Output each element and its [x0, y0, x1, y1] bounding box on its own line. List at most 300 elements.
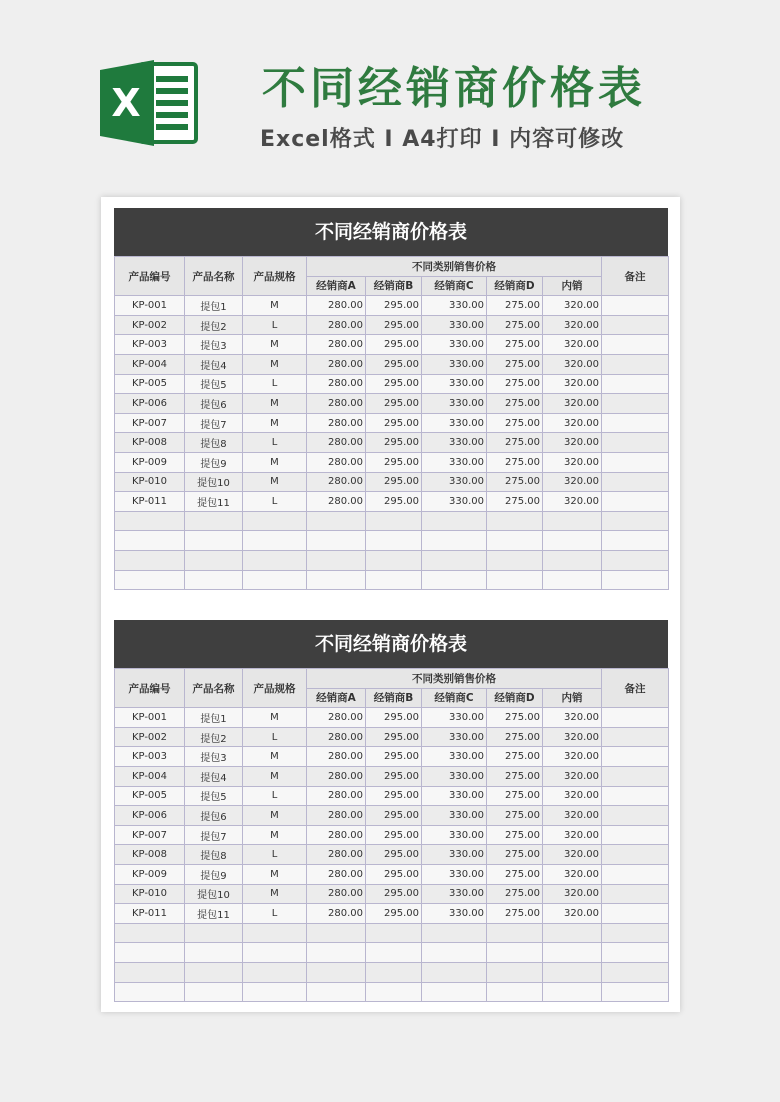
table-cell: 320.00: [543, 492, 602, 512]
table-cell: 280.00: [307, 864, 366, 884]
table-cell: 提包1: [185, 708, 243, 728]
table-cell: [243, 511, 307, 531]
table-cell: 295.00: [366, 374, 422, 394]
table-cell: 295.00: [366, 766, 422, 786]
table-cell: M: [243, 354, 307, 374]
table-cell: 提包11: [185, 904, 243, 924]
table-cell: 330.00: [422, 864, 487, 884]
table-cell: [115, 943, 185, 963]
column-header-spec: 产品规格: [243, 669, 307, 708]
table-cell: [602, 354, 669, 374]
table-cell: 280.00: [307, 472, 366, 492]
column-header-price-group: 不同类别销售价格: [307, 669, 602, 689]
table-cell: 320.00: [543, 472, 602, 492]
table-cell: 提包7: [185, 825, 243, 845]
table-cell: [115, 570, 185, 590]
column-header-price: 经销商A: [307, 688, 366, 708]
table-cell: [602, 982, 669, 1002]
table-cell: 330.00: [422, 452, 487, 472]
table-cell: [487, 943, 543, 963]
table-cell: 320.00: [543, 413, 602, 433]
table-cell: [602, 296, 669, 316]
table-cell: 320.00: [543, 747, 602, 767]
table-cell: L: [243, 904, 307, 924]
table-row: [115, 433, 669, 453]
table-cell: 320.00: [543, 335, 602, 355]
table-cell: [602, 747, 669, 767]
table-cell: 275.00: [487, 296, 543, 316]
price-sheet: [114, 620, 668, 1002]
table-cell: 330.00: [422, 845, 487, 865]
table-cell: [487, 982, 543, 1002]
table-cell: [307, 923, 366, 943]
table-row: [115, 806, 669, 826]
table-cell: L: [243, 845, 307, 865]
table-cell: 330.00: [422, 296, 487, 316]
table-row: [115, 296, 669, 316]
table-cell: [185, 550, 243, 570]
table-cell: KP-009: [115, 452, 185, 472]
table-cell: [307, 943, 366, 963]
table-cell: 提包6: [185, 806, 243, 826]
table-cell: 280.00: [307, 354, 366, 374]
table-cell: KP-011: [115, 904, 185, 924]
table-cell: 280.00: [307, 766, 366, 786]
table-cell: 295.00: [366, 335, 422, 355]
table-cell: [487, 923, 543, 943]
table-cell: 330.00: [422, 315, 487, 335]
table-cell: 295.00: [366, 413, 422, 433]
column-header-price: 经销商A: [307, 276, 366, 296]
table-cell: 275.00: [487, 452, 543, 472]
table-cell: 295.00: [366, 806, 422, 826]
table-row: [115, 374, 669, 394]
sheet-title: 不同经销商价格表: [114, 620, 668, 668]
price-sheet: [114, 208, 668, 590]
table-cell: 330.00: [422, 806, 487, 826]
table-cell: 275.00: [487, 335, 543, 355]
table-cell: 330.00: [422, 708, 487, 728]
table-cell: [543, 550, 602, 570]
table-cell: M: [243, 394, 307, 414]
column-header-price: 经销商D: [487, 276, 543, 296]
table-cell: [487, 962, 543, 982]
table-cell: 320.00: [543, 394, 602, 414]
table-cell: [243, 550, 307, 570]
table-cell: 280.00: [307, 335, 366, 355]
table-cell: [602, 531, 669, 551]
table-cell: 280.00: [307, 708, 366, 728]
table-cell: M: [243, 413, 307, 433]
table-cell: 280.00: [307, 394, 366, 414]
table-cell: 提包3: [185, 335, 243, 355]
table-cell: 275.00: [487, 825, 543, 845]
table-row: [115, 884, 669, 904]
table-cell: [422, 962, 487, 982]
table-cell: KP-006: [115, 806, 185, 826]
header-row: [115, 257, 669, 277]
table-cell: 320.00: [543, 296, 602, 316]
table-cell: 280.00: [307, 492, 366, 512]
table-cell: 280.00: [307, 452, 366, 472]
table-cell: 提包7: [185, 413, 243, 433]
table-cell: 295.00: [366, 315, 422, 335]
table-cell: 275.00: [487, 884, 543, 904]
table-cell: [602, 962, 669, 982]
table-cell: 提包5: [185, 786, 243, 806]
table-cell: KP-001: [115, 708, 185, 728]
table-cell: 330.00: [422, 786, 487, 806]
table-cell: L: [243, 433, 307, 453]
table-cell: 提包5: [185, 374, 243, 394]
table-cell: [602, 766, 669, 786]
table-cell: 320.00: [543, 433, 602, 453]
table-cell: [115, 962, 185, 982]
table-cell: [115, 550, 185, 570]
table-cell: [602, 943, 669, 963]
table-row: [115, 413, 669, 433]
table-cell: 275.00: [487, 864, 543, 884]
table-cell: 320.00: [543, 766, 602, 786]
table-cell: [602, 335, 669, 355]
table-cell: 320.00: [543, 806, 602, 826]
table-cell: 330.00: [422, 472, 487, 492]
table-row: [115, 570, 669, 590]
page-title: 不同经销商价格表: [262, 63, 646, 114]
table-cell: [543, 923, 602, 943]
table-cell: [243, 570, 307, 590]
table-cell: [115, 982, 185, 1002]
table-cell: [243, 531, 307, 551]
table-cell: 提包4: [185, 766, 243, 786]
table-cell: [487, 570, 543, 590]
table-cell: 295.00: [366, 864, 422, 884]
table-cell: 275.00: [487, 413, 543, 433]
table-cell: KP-008: [115, 433, 185, 453]
table-cell: 320.00: [543, 864, 602, 884]
table-cell: 330.00: [422, 413, 487, 433]
table-cell: 330.00: [422, 825, 487, 845]
column-header-note: 备注: [602, 669, 669, 708]
table-cell: L: [243, 727, 307, 747]
table-cell: [602, 806, 669, 826]
column-header-code: 产品编号: [115, 257, 185, 296]
table-cell: [487, 550, 543, 570]
table-cell: KP-005: [115, 786, 185, 806]
table-cell: 320.00: [543, 708, 602, 728]
table-cell: KP-010: [115, 472, 185, 492]
table-cell: 275.00: [487, 786, 543, 806]
table-cell: [422, 570, 487, 590]
table-row: [115, 315, 669, 335]
table-cell: [366, 923, 422, 943]
table-cell: [307, 982, 366, 1002]
table-cell: 275.00: [487, 374, 543, 394]
table-cell: 275.00: [487, 904, 543, 924]
table-cell: [185, 923, 243, 943]
table-cell: [115, 923, 185, 943]
table-cell: KP-007: [115, 413, 185, 433]
table-cell: 295.00: [366, 472, 422, 492]
table-cell: 提包3: [185, 747, 243, 767]
table-cell: L: [243, 374, 307, 394]
table-cell: 295.00: [366, 296, 422, 316]
table-cell: 330.00: [422, 766, 487, 786]
table-cell: 280.00: [307, 433, 366, 453]
table-cell: 提包2: [185, 727, 243, 747]
table-cell: 295.00: [366, 492, 422, 512]
table-cell: [243, 943, 307, 963]
table-cell: 280.00: [307, 296, 366, 316]
table-cell: L: [243, 786, 307, 806]
table-cell: 提包10: [185, 472, 243, 492]
table-cell: 295.00: [366, 786, 422, 806]
table-cell: [602, 492, 669, 512]
table-cell: L: [243, 492, 307, 512]
table-cell: 320.00: [543, 354, 602, 374]
column-header-price: 经销商B: [366, 688, 422, 708]
table-cell: M: [243, 825, 307, 845]
table-cell: M: [243, 708, 307, 728]
table-cell: [602, 452, 669, 472]
table-cell: 提包9: [185, 864, 243, 884]
table-cell: [543, 943, 602, 963]
table-cell: 330.00: [422, 374, 487, 394]
table-cell: KP-003: [115, 335, 185, 355]
table-cell: KP-002: [115, 315, 185, 335]
table-cell: [487, 531, 543, 551]
table-cell: 280.00: [307, 747, 366, 767]
table-cell: 320.00: [543, 727, 602, 747]
table-cell: [243, 923, 307, 943]
column-header-price-group: 不同类别销售价格: [307, 257, 602, 277]
table-row: [115, 825, 669, 845]
table-cell: [366, 511, 422, 531]
table-cell: [185, 511, 243, 531]
page-subtitle: Excel格式 I A4打印 I 内容可修改: [260, 127, 625, 152]
table-row: [115, 452, 669, 472]
table-cell: [307, 531, 366, 551]
table-cell: 275.00: [487, 766, 543, 786]
table-cell: [543, 962, 602, 982]
table-cell: [602, 472, 669, 492]
table-cell: 280.00: [307, 825, 366, 845]
table-cell: [602, 786, 669, 806]
table-cell: [366, 962, 422, 982]
table-row: [115, 531, 669, 551]
table-cell: [366, 982, 422, 1002]
table-cell: 280.00: [307, 374, 366, 394]
table-cell: 提包8: [185, 433, 243, 453]
table-cell: [543, 531, 602, 551]
table-cell: [185, 962, 243, 982]
table-row: [115, 550, 669, 570]
table-cell: [422, 511, 487, 531]
table-cell: 320.00: [543, 786, 602, 806]
table-cell: [307, 550, 366, 570]
table-cell: M: [243, 335, 307, 355]
table-cell: [185, 982, 243, 1002]
table-cell: 295.00: [366, 433, 422, 453]
table-cell: 275.00: [487, 727, 543, 747]
table-cell: 275.00: [487, 708, 543, 728]
price-table: [114, 668, 669, 1002]
table-cell: 280.00: [307, 806, 366, 826]
table-cell: 275.00: [487, 433, 543, 453]
table-cell: [366, 943, 422, 963]
table-cell: 320.00: [543, 374, 602, 394]
table-cell: [366, 570, 422, 590]
table-cell: 330.00: [422, 335, 487, 355]
table-cell: KP-001: [115, 296, 185, 316]
table-cell: KP-005: [115, 374, 185, 394]
table-cell: M: [243, 472, 307, 492]
table-cell: KP-004: [115, 766, 185, 786]
table-cell: 320.00: [543, 825, 602, 845]
table-cell: 295.00: [366, 727, 422, 747]
table-cell: [602, 374, 669, 394]
table-row: [115, 864, 669, 884]
table-cell: [602, 413, 669, 433]
table-cell: 320.00: [543, 452, 602, 472]
table-cell: 295.00: [366, 825, 422, 845]
table-cell: 330.00: [422, 492, 487, 512]
table-cell: [422, 531, 487, 551]
table-row: [115, 472, 669, 492]
table-cell: KP-006: [115, 394, 185, 414]
table-row: [115, 786, 669, 806]
table-cell: 320.00: [543, 904, 602, 924]
table-cell: 280.00: [307, 884, 366, 904]
header-row: [115, 669, 669, 689]
table-cell: [422, 550, 487, 570]
table-cell: 提包2: [185, 315, 243, 335]
document-paper: [101, 197, 680, 1012]
table-cell: [307, 962, 366, 982]
table-cell: KP-007: [115, 825, 185, 845]
table-cell: [307, 511, 366, 531]
table-cell: KP-004: [115, 354, 185, 374]
table-cell: [602, 904, 669, 924]
column-header-note: 备注: [602, 257, 669, 296]
table-row: [115, 962, 669, 982]
column-header-price: 经销商C: [422, 688, 487, 708]
table-cell: [602, 825, 669, 845]
table-cell: M: [243, 747, 307, 767]
table-cell: [602, 864, 669, 884]
table-cell: 295.00: [366, 747, 422, 767]
table-cell: 提包1: [185, 296, 243, 316]
table-row: [115, 766, 669, 786]
table-row: [115, 943, 669, 963]
table-cell: 280.00: [307, 786, 366, 806]
table-cell: [602, 884, 669, 904]
logo-letter: X: [111, 81, 141, 125]
table-cell: 295.00: [366, 904, 422, 924]
column-header-price: 经销商C: [422, 276, 487, 296]
table-cell: 280.00: [307, 413, 366, 433]
table-cell: KP-010: [115, 884, 185, 904]
table-cell: M: [243, 296, 307, 316]
table-cell: M: [243, 864, 307, 884]
table-cell: [185, 531, 243, 551]
column-header-spec: 产品规格: [243, 257, 307, 296]
table-cell: 330.00: [422, 884, 487, 904]
table-cell: L: [243, 315, 307, 335]
column-header-name: 产品名称: [185, 257, 243, 296]
table-cell: [543, 511, 602, 531]
table-cell: 330.00: [422, 433, 487, 453]
table-cell: [307, 570, 366, 590]
table-cell: 295.00: [366, 452, 422, 472]
page-header: [0, 0, 780, 190]
column-header-code: 产品编号: [115, 669, 185, 708]
table-cell: KP-002: [115, 727, 185, 747]
table-cell: 295.00: [366, 845, 422, 865]
table-cell: [115, 531, 185, 551]
table-cell: 330.00: [422, 904, 487, 924]
table-row: [115, 923, 669, 943]
table-row: [115, 492, 669, 512]
table-row: [115, 354, 669, 374]
table-cell: 275.00: [487, 354, 543, 374]
table-cell: 提包9: [185, 452, 243, 472]
column-header-name: 产品名称: [185, 669, 243, 708]
table-cell: KP-003: [115, 747, 185, 767]
table-cell: M: [243, 806, 307, 826]
table-cell: [602, 923, 669, 943]
table-cell: 275.00: [487, 806, 543, 826]
table-cell: 275.00: [487, 394, 543, 414]
table-row: [115, 335, 669, 355]
table-row: [115, 982, 669, 1002]
table-cell: 275.00: [487, 315, 543, 335]
column-header-price: 经销商B: [366, 276, 422, 296]
table-row: [115, 511, 669, 531]
table-cell: 280.00: [307, 315, 366, 335]
table-cell: 提包4: [185, 354, 243, 374]
table-cell: [543, 982, 602, 1002]
table-cell: 320.00: [543, 845, 602, 865]
table-cell: [366, 531, 422, 551]
table-row: [115, 394, 669, 414]
table-cell: 295.00: [366, 884, 422, 904]
excel-logo-icon: [100, 58, 200, 148]
table-cell: [602, 570, 669, 590]
table-row: [115, 747, 669, 767]
table-cell: [602, 433, 669, 453]
table-cell: [243, 982, 307, 1002]
table-cell: [422, 923, 487, 943]
table-cell: KP-008: [115, 845, 185, 865]
table-cell: 320.00: [543, 884, 602, 904]
column-header-price: 内销: [543, 688, 602, 708]
table-cell: 320.00: [543, 315, 602, 335]
table-cell: [185, 570, 243, 590]
table-cell: M: [243, 766, 307, 786]
table-cell: [422, 943, 487, 963]
table-cell: [185, 943, 243, 963]
table-cell: M: [243, 884, 307, 904]
table-cell: 280.00: [307, 845, 366, 865]
table-cell: 330.00: [422, 727, 487, 747]
table-cell: [243, 962, 307, 982]
table-cell: 275.00: [487, 492, 543, 512]
table-cell: 295.00: [366, 708, 422, 728]
column-header-price: 经销商D: [487, 688, 543, 708]
column-header-price: 内销: [543, 276, 602, 296]
table-cell: [115, 511, 185, 531]
